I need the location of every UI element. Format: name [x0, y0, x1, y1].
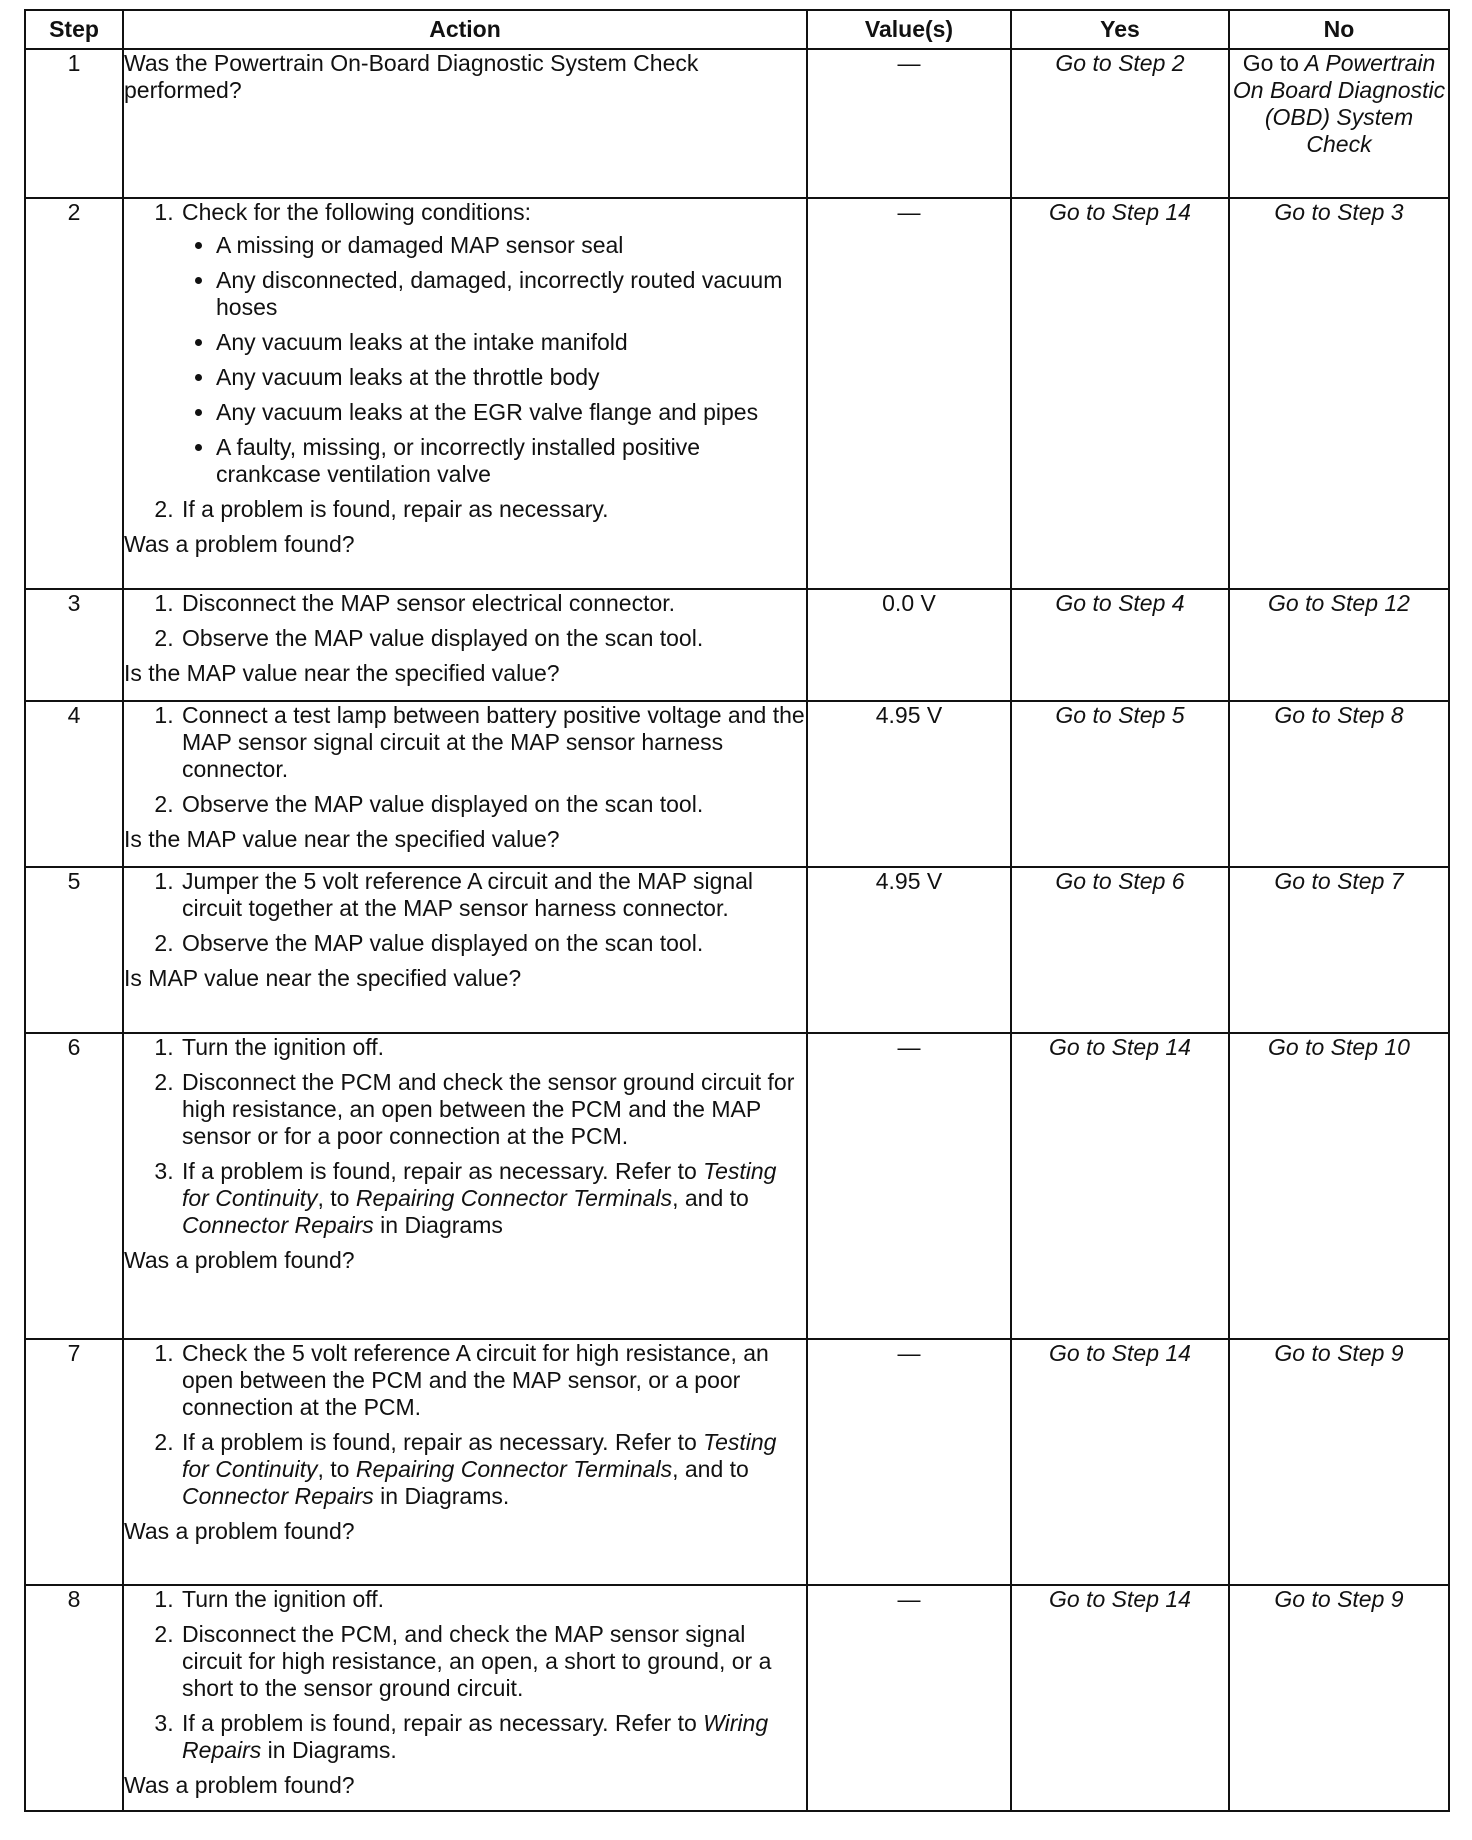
yes-outcome: Go to Step 14 [1011, 1033, 1229, 1339]
step-text: in Diagrams. [380, 1483, 510, 1509]
header-no: No [1229, 10, 1449, 49]
action-step [180, 1429, 806, 1510]
action-step: 1. Jumper the 5 volt reference A circuit and the MAP signal circuit together at the MAP sensor harness connector. [180, 868, 806, 922]
table-row [25, 701, 1449, 867]
value-cell: — [807, 1339, 1011, 1585]
reference-link[interactable]: Repairing Connector Terminals [355, 1456, 673, 1482]
action-step: 2. Disconnect the PCM and check the sensor ground circuit for high resistance, an open between the PCM and the MAP sensor or for a poor connection at the PCM. [180, 1069, 806, 1150]
yes-outcome: Go to Step 14 [1011, 1339, 1229, 1585]
yes-outcome: Go to Step 14 [1011, 198, 1229, 589]
condition-item: • A missing or damaged MAP sensor seal [216, 232, 806, 259]
question-text: Is the MAP value near the specified value? [124, 826, 560, 852]
no-reference: A Powertrain On Board Diagnostic (OBD) System Check [1232, 50, 1446, 157]
value-cell: — [807, 49, 1011, 198]
question-text: Was a problem found? [124, 1518, 355, 1544]
action-step: 1. Disconnect the MAP sensor electrical connector. [180, 590, 806, 617]
action-step [180, 1710, 806, 1764]
reference-link[interactable]: Connector Repairs [182, 1212, 374, 1238]
yes-outcome: Go to Step 4 [1011, 589, 1229, 701]
condition-item: • Any disconnected, damaged, incorrectly routed vacuum hoses [216, 267, 806, 321]
action-step: 2. Disconnect the PCM, and check the MAP sensor signal circuit for high resistance, an open, a short to ground, or a short to the sensor ground circuit. [180, 1621, 806, 1702]
header-action: Action [123, 10, 807, 49]
step-text: in Diagrams [380, 1212, 503, 1238]
step-number: 1 [25, 49, 123, 198]
yes-outcome: Go to Step 14 [1011, 1585, 1229, 1811]
action-step [180, 199, 806, 488]
action-steps [124, 1340, 806, 1510]
step-number: 8 [25, 1585, 123, 1811]
no-outcome [1229, 49, 1449, 198]
action-cell [123, 701, 807, 867]
action-cell [123, 867, 807, 1033]
action-cell [123, 49, 807, 198]
value-cell: 4.95 V [807, 867, 1011, 1033]
action-steps [124, 1034, 806, 1239]
action-step: 1. Turn the ignition off. [180, 1034, 806, 1061]
no-outcome: Go to Step 7 [1229, 867, 1449, 1033]
diagnostic-table [24, 9, 1450, 1812]
step-number: 6 [25, 1033, 123, 1339]
value-cell: 4.95 V [807, 701, 1011, 867]
value-cell: — [807, 198, 1011, 589]
step-text: If a problem is found, repair as necessary. Refer to [182, 1710, 697, 1736]
reference-link[interactable]: Connector Repairs [182, 1483, 374, 1509]
action-step: 2. Observe the MAP value displayed on the scan tool. [180, 625, 806, 652]
value-cell: — [807, 1033, 1011, 1339]
question-text: Is MAP value near the specified value? [124, 965, 522, 991]
action-step [180, 1158, 806, 1239]
question-text: Was a problem found? [124, 531, 355, 557]
header-row [25, 10, 1449, 49]
action-steps [124, 1586, 806, 1764]
step-text: , to [317, 1456, 350, 1482]
action-step: 2. Observe the MAP value displayed on the scan tool. [180, 791, 806, 818]
step-text: , and to [672, 1456, 749, 1482]
question-text: Is the MAP value near the specified value? [124, 660, 560, 686]
step-number: 4 [25, 701, 123, 867]
yes-outcome: Go to Step 6 [1011, 867, 1229, 1033]
condition-item: • Any vacuum leaks at the throttle body [216, 364, 806, 391]
no-outcome: Go to Step 10 [1229, 1033, 1449, 1339]
table-row [25, 867, 1449, 1033]
action-step: 1. Connect a test lamp between battery positive voltage and the MAP sensor signal circuit at the MAP sensor harness connector. [180, 702, 806, 783]
step-number: 2 [25, 198, 123, 589]
step-number: 7 [25, 1339, 123, 1585]
step-text: If a problem is found, repair as necessary. Refer to [182, 1429, 697, 1455]
reference-link[interactable]: Repairing Connector Terminals [355, 1185, 673, 1211]
value-cell: 0.0 V [807, 589, 1011, 701]
no-outcome: Go to Step 9 [1229, 1585, 1449, 1811]
condition-item: • Any vacuum leaks at the EGR valve flange and pipes [216, 399, 806, 426]
header-yes: Yes [1011, 10, 1229, 49]
value-cell: — [807, 1585, 1011, 1811]
action-step-text: Check for the following conditions: [182, 199, 532, 225]
header-step: Step [25, 10, 123, 49]
table-row [25, 1339, 1449, 1585]
step-text: , to [317, 1185, 350, 1211]
no-outcome: Go to Step 8 [1229, 701, 1449, 867]
question-text: Was a problem found? [124, 1247, 355, 1273]
reference-link[interactable]: Wiring Repairs [182, 1710, 769, 1763]
action-step: 1. Check the 5 volt reference A circuit for high resistance, an open between the PCM and the MAP sensor, or a poor connection at the PCM. [180, 1340, 806, 1421]
action-step: 1. Turn the ignition off. [180, 1586, 806, 1613]
table-row [25, 49, 1449, 198]
step-text: , and to [672, 1185, 749, 1211]
no-outcome: Go to Step 9 [1229, 1339, 1449, 1585]
step-text: If a problem is found, repair as necessary. Refer to [182, 1158, 697, 1184]
header-values: Value(s) [807, 10, 1011, 49]
action-steps [124, 702, 806, 818]
action-steps [124, 199, 806, 523]
yes-outcome: Go to Step 2 [1011, 49, 1229, 198]
action-step: 2. If a problem is found, repair as necessary. [180, 496, 806, 523]
step-text: in Diagrams. [267, 1737, 397, 1763]
step-number: 3 [25, 589, 123, 701]
reference-link[interactable]: Testing for Continuity [182, 1158, 777, 1211]
table-row [25, 1033, 1449, 1339]
action-cell [123, 198, 807, 589]
action-cell [123, 1339, 807, 1585]
table-row [25, 198, 1449, 589]
table-row [25, 589, 1449, 701]
no-outcome: Go to Step 12 [1229, 589, 1449, 701]
question-text: Was a problem found? [124, 1772, 355, 1798]
table-row [25, 1585, 1449, 1811]
no-outcome: Go to Step 3 [1229, 198, 1449, 589]
action-steps [124, 590, 806, 652]
action-cell [123, 1033, 807, 1339]
step-number: 5 [25, 867, 123, 1033]
condition-list [182, 232, 806, 488]
condition-item: • Any vacuum leaks at the intake manifold [216, 329, 806, 356]
yes-outcome: Go to Step 5 [1011, 701, 1229, 867]
reference-link[interactable]: Testing for Continuity [182, 1429, 777, 1482]
action-cell [123, 1585, 807, 1811]
action-steps [124, 868, 806, 957]
question-text: Was the Powertrain On-Board Diagnostic System Check performed? [124, 50, 699, 103]
condition-item: • A faulty, missing, or incorrectly installed positive crankcase ventilation valve [216, 434, 806, 488]
action-cell [123, 589, 807, 701]
no-prefix: Go to [1242, 50, 1299, 76]
action-step: 2. Observe the MAP value displayed on the scan tool. [180, 930, 806, 957]
